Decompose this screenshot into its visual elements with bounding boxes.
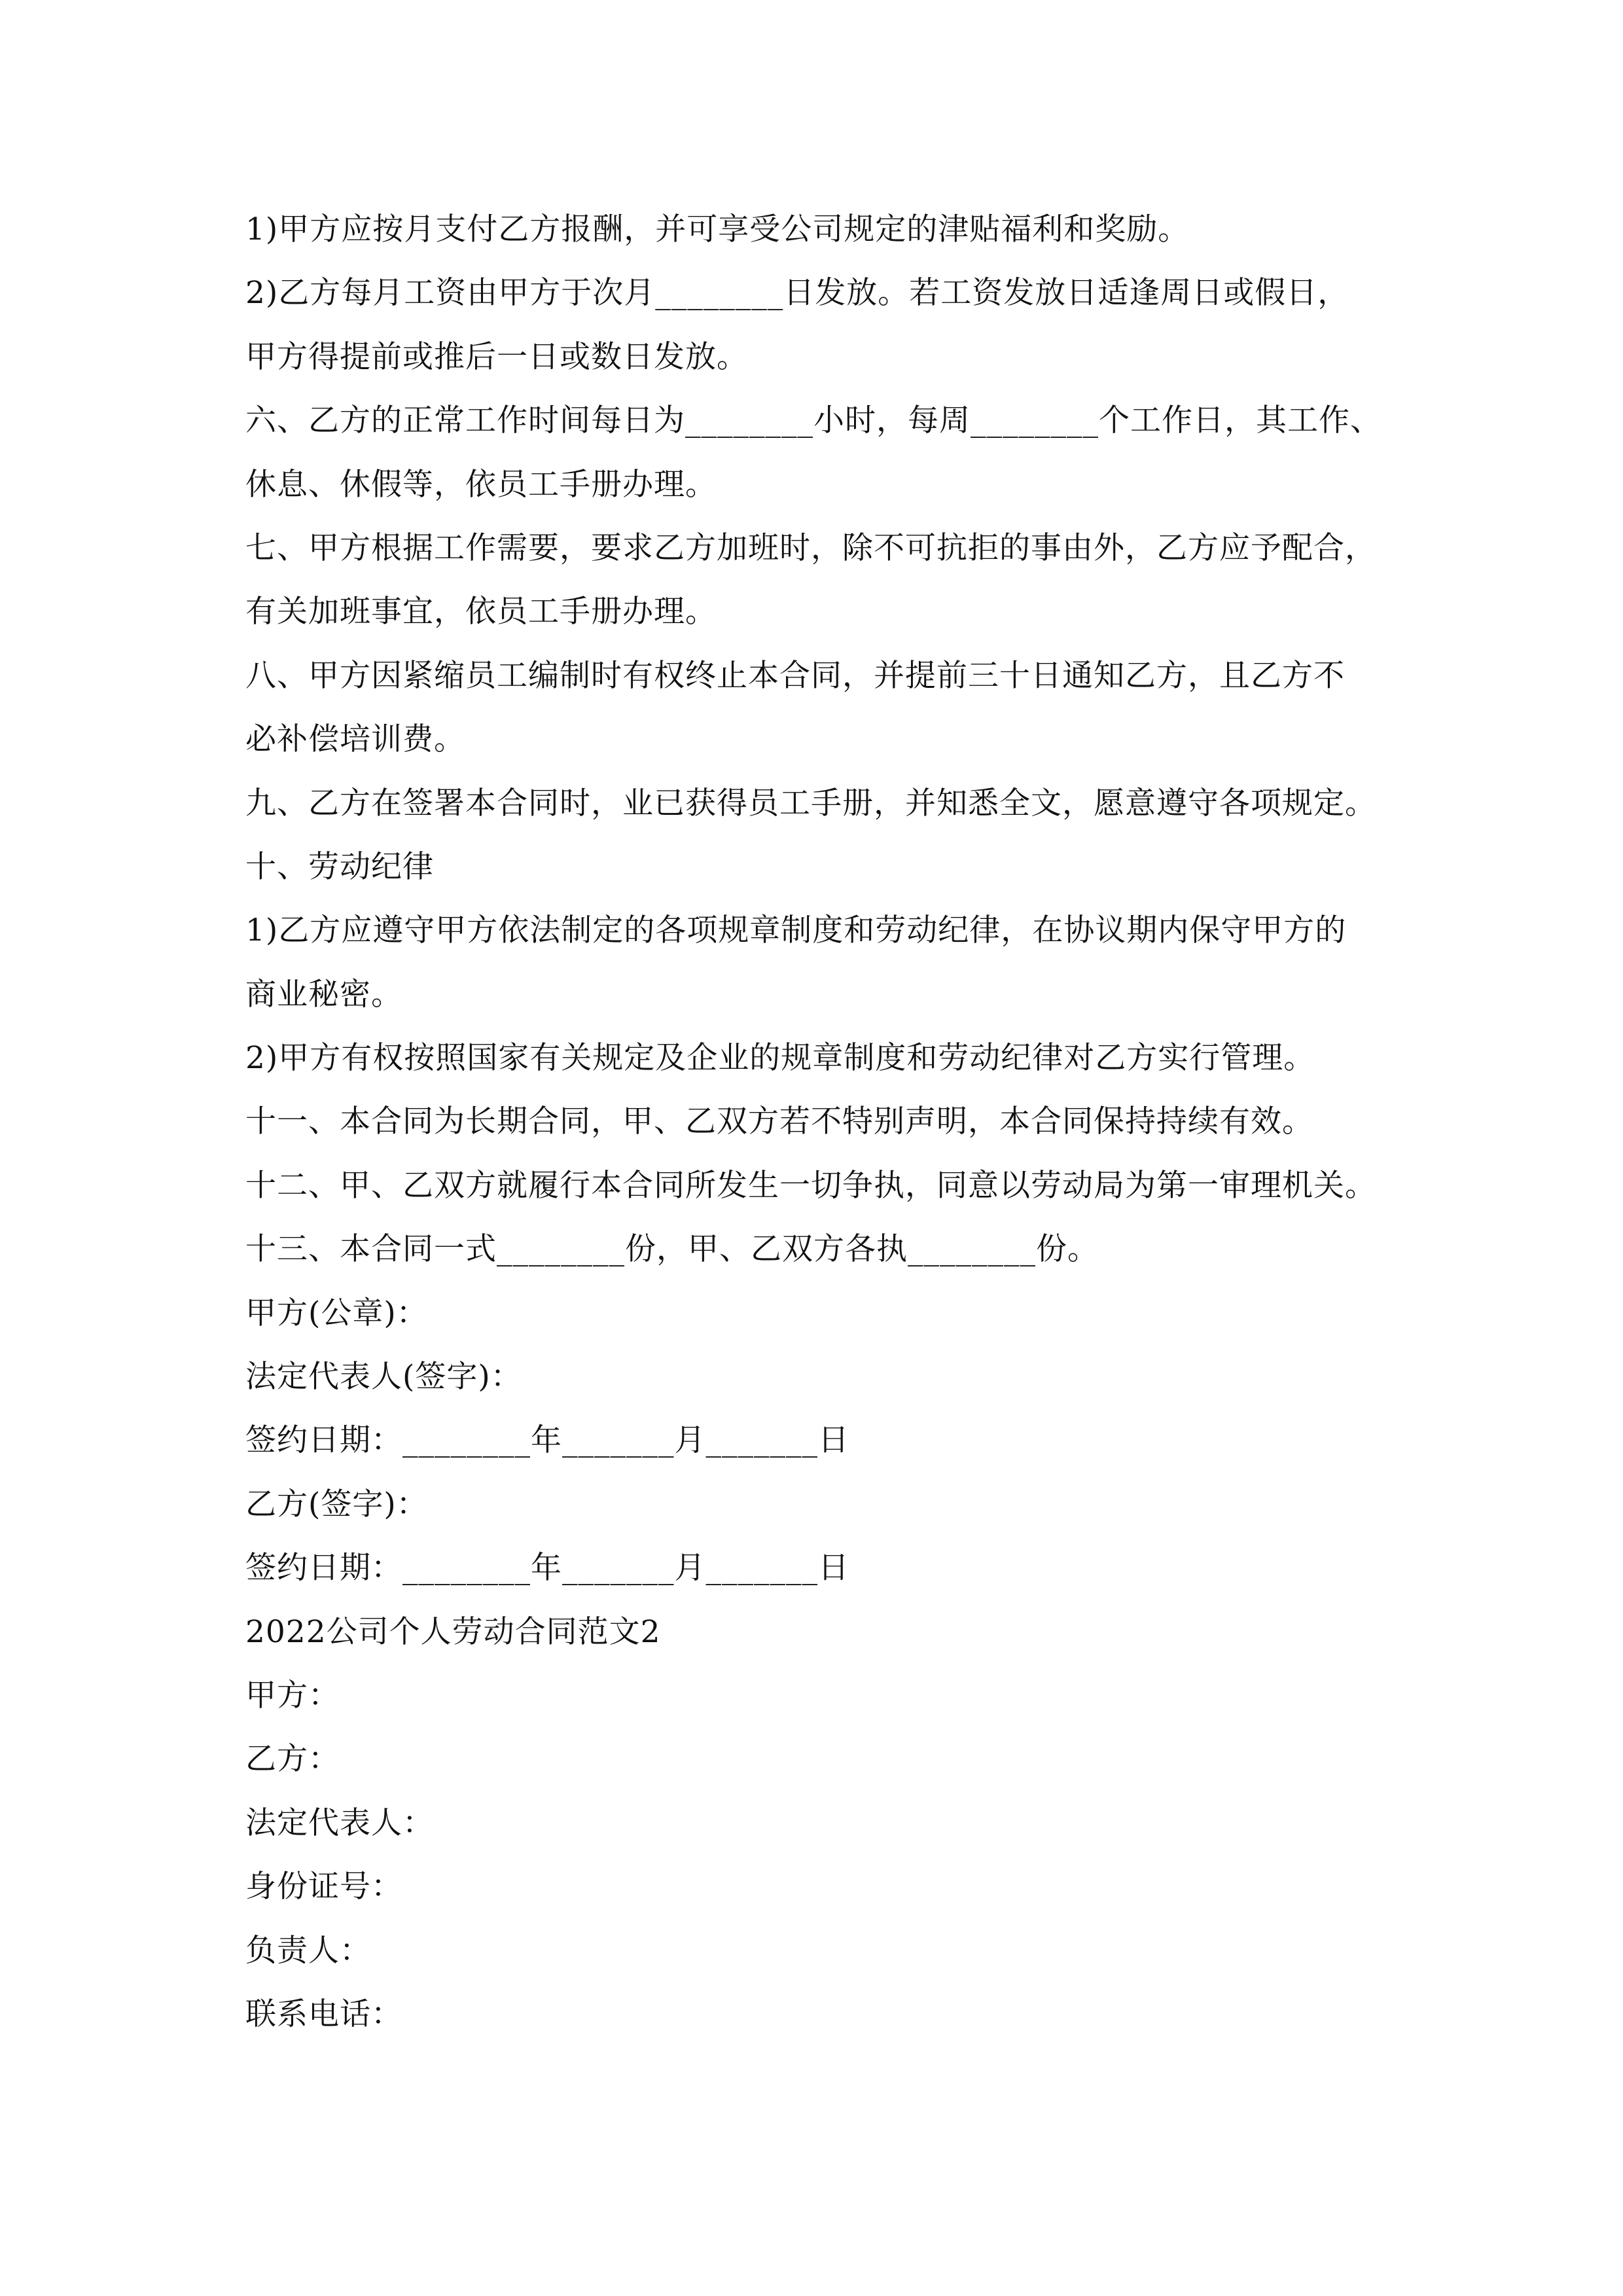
text-line: 身份证号： (245, 1869, 402, 1905)
text-line: 甲方(公章)： (245, 1295, 428, 1331)
text-line: 休息、休假等，依员工手册办理。 (245, 466, 717, 503)
text-line: 甲方得提前或推后一日或数日发放。 (245, 338, 748, 375)
text-line: 商业秘密。 (245, 976, 402, 1013)
text-line: 2022公司个人劳动合同范文2 (245, 1613, 661, 1650)
text-line: 法定代表人(签字)： (245, 1359, 522, 1395)
text-line: 乙方(签字)： (245, 1486, 428, 1522)
text-line: 1)甲方应按月支付乙方报酬，并可享受公司规定的津贴福利和奖励。 (245, 211, 1190, 247)
text-line: 签约日期：________年_______月_______日 (245, 1422, 849, 1459)
text-line: 必补偿培训费。 (245, 721, 465, 758)
text-line: 乙方： (245, 1741, 340, 1778)
text-line: 有关加班事宜，依员工手册办理。 (245, 594, 717, 630)
text-line: 十、劳动纪律 (245, 848, 434, 885)
text-line: 2)甲方有权按照国家有关规定及企业的规章制度和劳动纪律对乙方实行管理。 (245, 1040, 1315, 1077)
text-line: 八、甲方因紧缩员工编制时有权终止本合同，并提前三十日通知乙方，且乙方不 (245, 657, 1345, 694)
text-line: 签约日期：________年_______月_______日 (245, 1550, 849, 1587)
text-line: 六、乙方的正常工作时间每日为________小时，每周________个工作日，其工作、 (245, 403, 1382, 439)
text-line: 2)乙方每月工资由甲方于次月________日发放。若工资发放日适逢周日或假日， (245, 275, 1349, 312)
text-line: 十一、本合同为长期合同，甲、乙双方若不特别声明，本合同保持持续有效。 (245, 1103, 1313, 1140)
text-line: 十二、甲、乙双方就履行本合同所发生一切争执，同意以劳动局为第一审理机关。 (245, 1167, 1376, 1204)
text-line: 十三、本合同一式________份，甲、乙双方各执________份。 (245, 1231, 1099, 1268)
text-line: 法定代表人： (245, 1804, 434, 1841)
text-line: 七、甲方根据工作需要，要求乙方加班时，除不可抗拒的事由外，乙方应予配合， (245, 529, 1376, 566)
document-page (245, 198, 1384, 2046)
text-line: 联系电话： (245, 1996, 402, 2032)
text-line: 负责人： (245, 1932, 371, 1969)
text-line: 九、乙方在签署本合同时，业已获得员工手册，并知悉全文，愿意遵守各项规定。 (245, 785, 1376, 821)
text-line: 1)乙方应遵守甲方依法制定的各项规章制度和劳动纪律，在协议期内保守甲方的 (245, 912, 1347, 949)
text-line: 甲方： (245, 1677, 340, 1713)
